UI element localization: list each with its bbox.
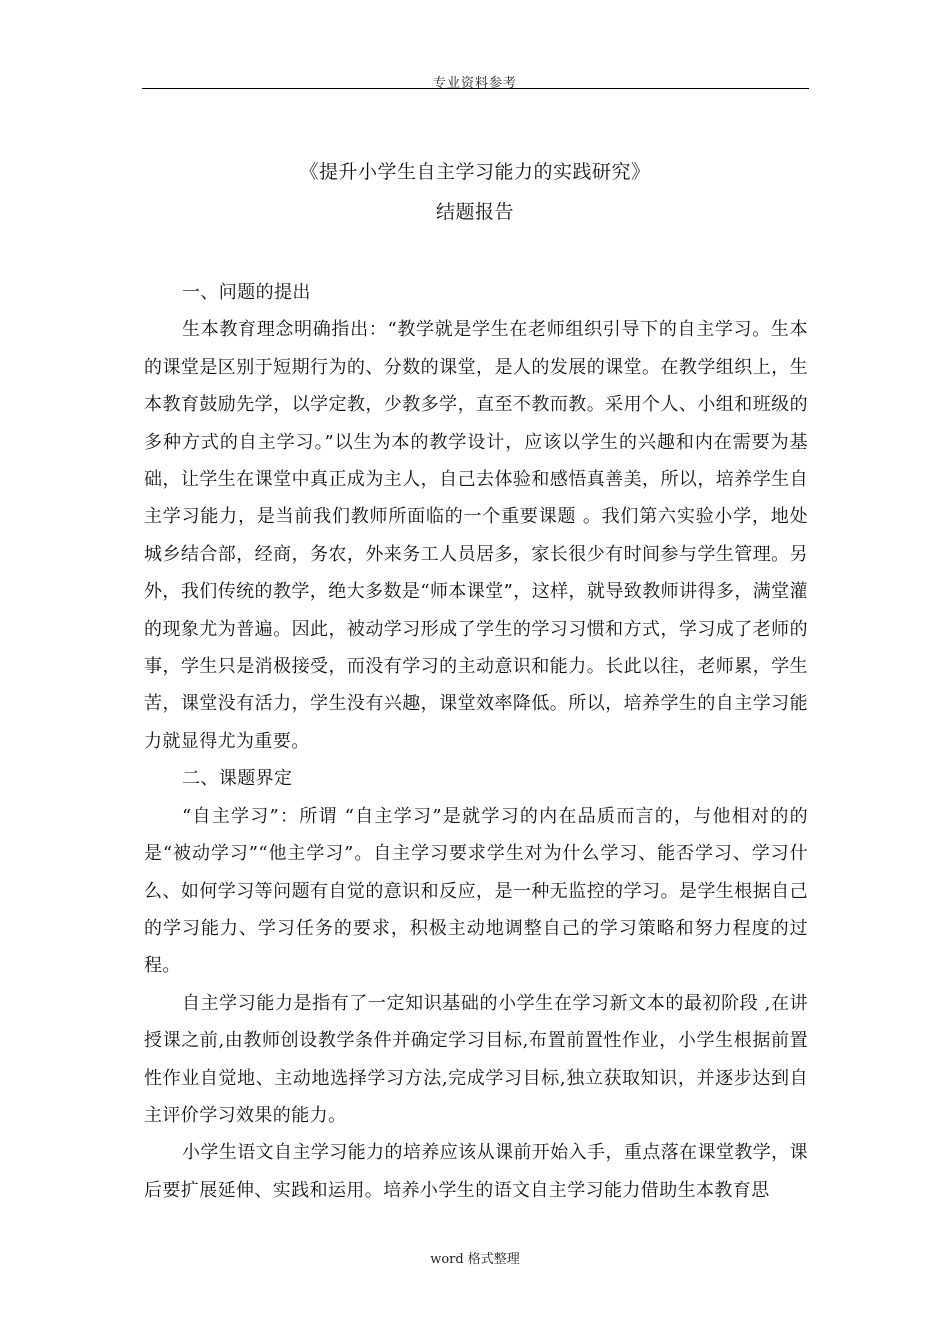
paragraph-problem-statement: 生本教育理念明确指出：“教学就是学生在老师组织引导下的自主学习。生本的课堂是区别于短期行为的、分数的课堂，是人的发展的课堂。在教学组织上，生本教育鼓励先学，以学定教，少教多学，直至不教而教。采用个人、小组和班级的多种方式的自主学习。”以生为本的教学设计，应该以学生的兴趣和内在需要为基础，让学生在课堂中真正成为主人，自己去体验和感悟真善美，所以，培养学生自主学习能力，是当前我们教师所面临的一个重要课题 。我们第六实验小学，地处城乡结合部，经商，务农，外来务工人员居多，家长很少有时间参与学生管理。另外，我们传统的教学，绝大多数是“师本课堂”，这样，就导致教师讲得多，满堂灌的现象尤为普遍。因此，被动学习形成了学生的学习习惯和方式，学习成了老师的事，学生只是消极接受，而没有学习的主动意识和能力。长此以往，老师累，学生苦，课堂没有活力，学生没有兴趣，课堂效率降低。所以，培养学生的自主学习能力就显得尤为重要。	[144, 319, 808, 752]
page-header: 专业资料参考	[432, 76, 517, 91]
document-subtitle: 结题报告	[435, 201, 514, 223]
section-heading-1: 一、问题的提出	[182, 282, 311, 303]
header-divider	[142, 88, 809, 89]
paragraph-chinese-self-learning: 小学生语文自主学习能力的培养应该从课前开始入手，重点落在课堂教学，课后要扩展延伸、实践和运用。培养小学生的语文自主学习能力借助生本教育思	[144, 1142, 808, 1201]
paragraph-self-learning-ability: 自主学习能力是指有了一定知识基础的小学生在学习新文本的最初阶段 ,在讲授课之前,由教师创设教学条件并确定学习目标,布置前置性作业，小学生根据前置性作业自觉地、主动地选择学习方法,完成学习目标,独立获取知识，并逐步达到自主评价学习效果的能力。	[144, 992, 808, 1126]
document-title: 《提升小学生自主学习能力的实践研究》	[299, 161, 651, 183]
document-body	[144, 274, 808, 1209]
page-footer: word 格式整理	[430, 1252, 520, 1267]
paragraph-self-learning-definition: “自主学习”：所谓 “自主学习”是就学习的内在品质而言的，与他相对的的是“被动学习”“他主学习”。自主学习要求学生对为什么学习、能否学习、学习什么、如何学习等问题有自觉的意识和反应，是一种无监控的学习。是学生根据自己的学习能力、学习任务的要求，积极主动地调整自己的学习策略和努力程度的过程。	[144, 805, 808, 977]
section-heading-2: 二、课题界定	[182, 768, 293, 790]
